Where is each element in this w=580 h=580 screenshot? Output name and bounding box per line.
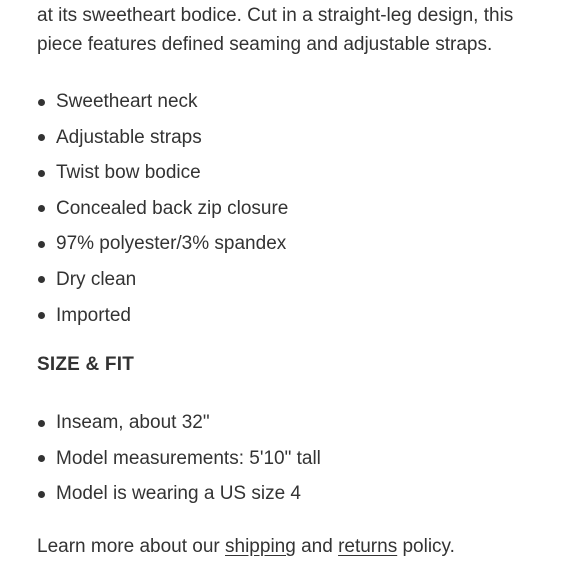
shipping-link[interactable]: shipping: [225, 535, 296, 557]
feature-item: Dry clean: [37, 262, 580, 298]
policy-prefix: Learn more about our: [37, 535, 220, 557]
size-fit-list: [37, 405, 580, 512]
description-line: piece features defined seaming and adjustable straps.: [37, 34, 493, 55]
feature-item: Sweetheart neck: [37, 84, 580, 120]
size-fit-item: Model measurements: 5'10" tall: [37, 441, 580, 477]
feature-item: Twist bow bodice: [37, 155, 580, 191]
policy-suffix: policy.: [402, 535, 455, 557]
size-fit-heading: SIZE & FIT: [37, 354, 134, 376]
product-description: [37, 0, 537, 59]
size-fit-item: Model is wearing a US size 4: [37, 476, 580, 512]
policy-middle: and: [301, 535, 333, 557]
returns-link[interactable]: returns: [338, 535, 398, 557]
feature-item: Adjustable straps: [37, 120, 580, 156]
policy-note: [37, 534, 580, 560]
description-line: at its sweetheart bodice. Cut in a straight-leg design, this: [37, 5, 514, 26]
size-fit-item: Inseam, about 32": [37, 405, 580, 441]
feature-item: 97% polyester/3% spandex: [37, 226, 580, 262]
feature-item: Imported: [37, 298, 580, 334]
feature-item: Concealed back zip closure: [37, 191, 580, 227]
feature-list: [37, 84, 580, 333]
